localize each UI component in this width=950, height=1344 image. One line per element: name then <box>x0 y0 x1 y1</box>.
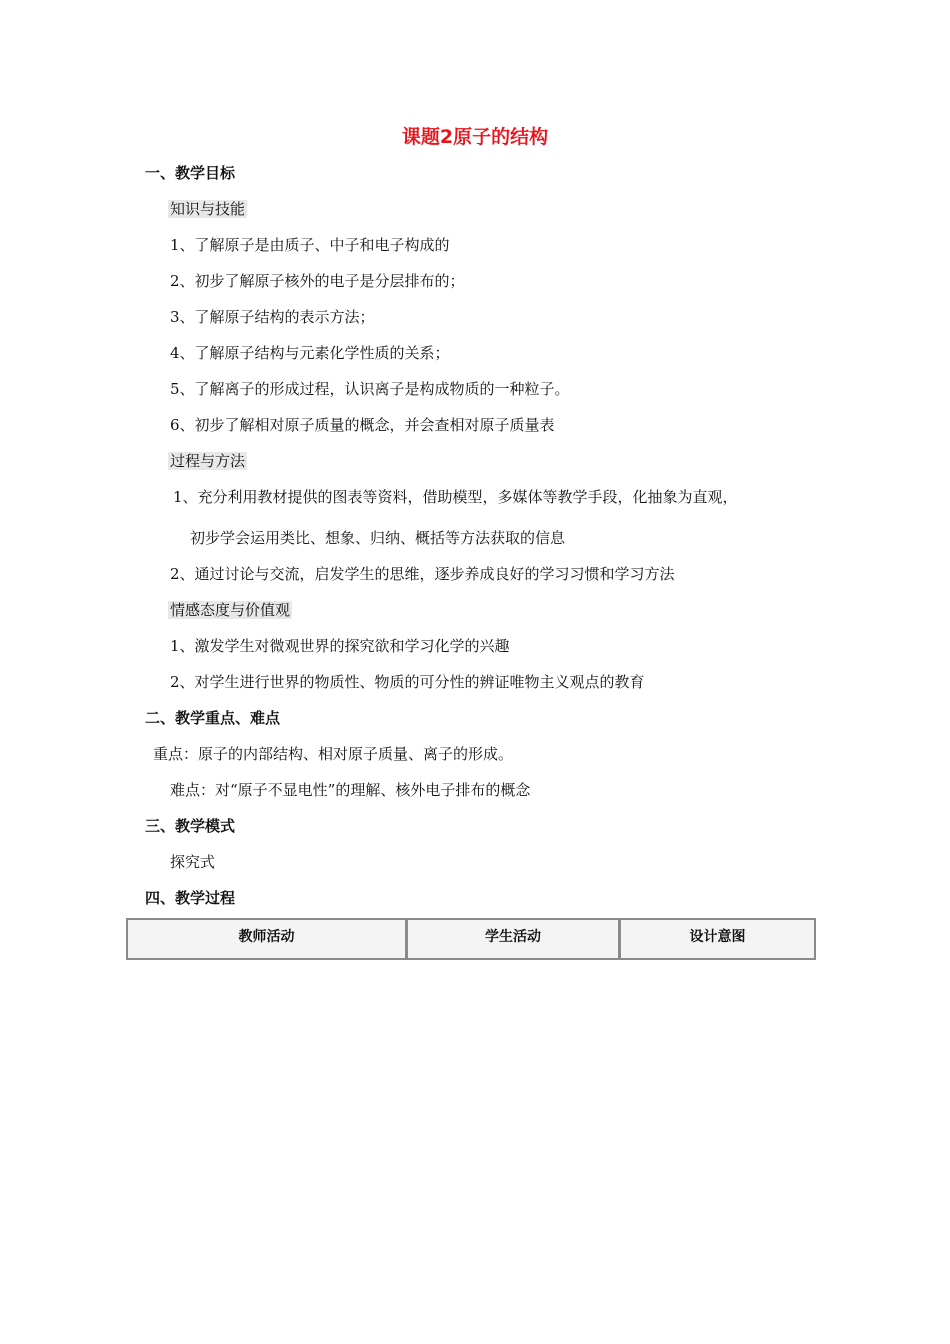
key-point-text: 重点：原子的内部结构、相对原子质量、离子的形成。 <box>153 745 514 763</box>
section-heading-teaching-mode: 三、教学模式 <box>145 817 236 835</box>
difficult-point-text: 难点：对“原子不显电性”的理解、核外电子排布的概念 <box>170 781 531 799</box>
subheading-attitudes-values: 情感态度与价值观 <box>170 601 291 619</box>
list-item: 2、对学生进行世界的物质性、物质的可分性的辨证唯物主义观点的教育 <box>170 673 645 691</box>
list-item: 6、初步了解相对原子质量的概念，并会查相对原子质量表 <box>170 416 555 434</box>
list-item: 1、了解原子是由质子、中子和电子构成的 <box>170 236 450 254</box>
section-heading-teaching-process: 四、教学过程 <box>145 889 236 907</box>
list-item: 2、通过讨论与交流，启发学生的思维，逐步养成良好的学习习惯和学习方法 <box>170 565 675 583</box>
list-item: 2、初步了解原子核外的电子是分层排布的； <box>170 272 465 290</box>
table-header-design: 设计意图 <box>618 920 814 958</box>
list-item: 1、激发学生对微观世界的探究欲和学习化学的兴趣 <box>170 637 510 655</box>
table-header-student: 学生活动 <box>405 920 618 958</box>
list-item: 4、了解原子结构与元素化学性质的关系； <box>170 344 450 362</box>
list-item: 3、了解原子结构的表示方法； <box>170 308 375 326</box>
process-table <box>126 918 816 960</box>
subheading-knowledge-skills: 知识与技能 <box>170 200 246 218</box>
page-title: 课题2原子的结构 <box>401 126 549 148</box>
list-item: 1、充分利用教材提供的图表等资料，借助模型，多媒体等教学手段，化抽象为直观， <box>173 488 738 506</box>
section-heading-objectives: 一、教学目标 <box>145 164 236 182</box>
teaching-mode-text: 探究式 <box>170 853 216 871</box>
list-item-continuation: 初步学会运用类比、想象、归纳、概括等方法获取的信息 <box>190 529 566 547</box>
subheading-process-methods: 过程与方法 <box>170 452 246 470</box>
list-item: 5、了解离子的形成过程，认识离子是构成物质的一种粒子。 <box>170 380 570 398</box>
section-heading-key-points: 二、教学重点、难点 <box>145 709 281 727</box>
table-header-teacher: 教师活动 <box>128 920 405 958</box>
